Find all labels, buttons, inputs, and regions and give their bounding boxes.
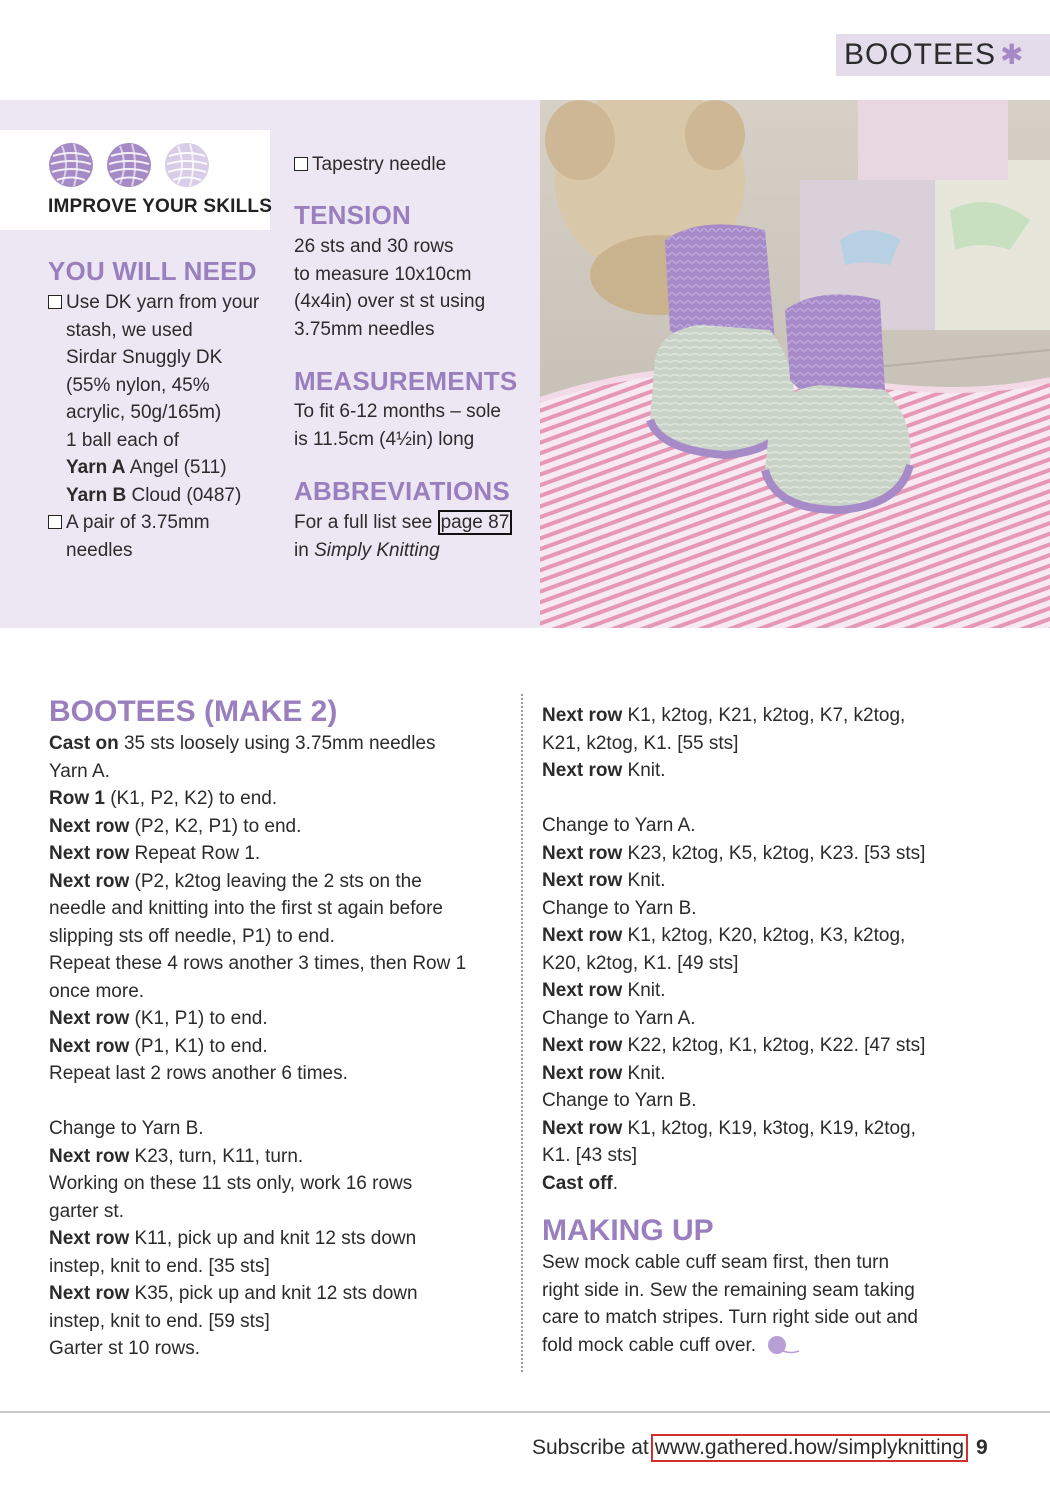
instruction-text: Change to Yarn B.: [542, 1090, 697, 1111]
need-item-tapestry: Tapestry needle: [294, 151, 446, 179]
instruction-text: K20, k2tog, K1. [49 sts]: [542, 952, 739, 974]
instruction-line: [49, 1170, 514, 1198]
instruction-label: Row 1: [49, 788, 105, 809]
instruction-text: needle and knitting into the first st again before: [49, 898, 443, 919]
instruction-line: [49, 1115, 514, 1143]
instruction-line: [49, 1253, 514, 1281]
instruction-text: K1, k2tog, K19, k3tog, K19, k2tog,: [622, 1117, 916, 1139]
instruction-line: [49, 868, 514, 896]
instruction-line: [49, 923, 514, 951]
instruction-text: Change to Yarn A.: [542, 1007, 696, 1029]
instruction-text: Change to Yarn B.: [49, 1118, 204, 1139]
instruction-label: Next row: [49, 1145, 130, 1167]
instruction-text: Repeat last 2 rows another 6 times.: [49, 1063, 348, 1084]
instruction-label: Cast off: [542, 1172, 613, 1194]
instruction-line: [49, 1033, 514, 1061]
measurements-heading: MEASUREMENTS: [294, 366, 518, 396]
instruction-text: instep, knit to end. [59 sts]: [49, 1310, 270, 1332]
instruction-line: [542, 1087, 1012, 1115]
instruction-line: [49, 978, 514, 1006]
measurements-text: To fit 6-12 months – sole is 11.5cm (4½in) long: [294, 401, 501, 450]
instruction-text: (K1, P1) to end.: [129, 1008, 268, 1029]
column-divider: [521, 694, 523, 1374]
instruction-line: [49, 1088, 514, 1116]
checkbox-icon: [48, 515, 62, 529]
instruction-line: [49, 758, 514, 786]
pattern-instructions: [542, 702, 1012, 1197]
instruction-line: [542, 1060, 1012, 1088]
pattern-right-column: [542, 702, 1012, 1359]
instruction-text: Repeat these 4 rows another 3 times, then Row 1: [49, 953, 467, 974]
instruction-line: [542, 950, 1012, 978]
instruction-text: K35, pick up and knit 12 sts down: [129, 1283, 418, 1304]
instruction-text: .: [612, 1172, 619, 1194]
you-will-need-list: [48, 289, 278, 564]
instruction-text: instep, knit to end. [35 sts]: [49, 1255, 270, 1277]
instruction-label: Next row: [49, 1008, 130, 1029]
instruction-line: [49, 785, 514, 813]
making-up-text: Sew mock cable cuff seam first, then turn right side in. Sew the remaining seam taking care to match stripes. Turn right side out and fold mock cable cuff over.: [542, 1252, 918, 1356]
instruction-text: (K1, P2, K2) to end.: [104, 788, 278, 809]
instruction-line: [542, 1115, 1012, 1143]
yarn-ball-icon: [164, 142, 210, 188]
asterisk-icon: ✱: [1000, 39, 1024, 70]
instruction-text: K23, k2tog, K5, k2tog, K23. [53 sts]: [622, 842, 926, 864]
instruction-text: Change to Yarn B.: [542, 897, 697, 919]
instruction-label: Next row: [542, 842, 623, 864]
abbreviations-text: For a full list see page 87 in Simply Knitting: [294, 509, 512, 564]
instruction-label: Next row: [542, 705, 623, 726]
instruction-line: [542, 702, 1012, 730]
instruction-text: Knit.: [622, 760, 666, 781]
instruction-text: Garter st 10 rows.: [49, 1338, 200, 1359]
instruction-text: K21, k2tog, K1. [55 sts]: [542, 732, 739, 754]
tension-text: 26 sts and 30 rows to measure 10x10cm (4x4in) over st st using 3.75mm needles: [294, 236, 486, 340]
instruction-line: [49, 840, 514, 868]
instruction-line: [542, 1032, 1012, 1060]
checkbox-icon: [294, 157, 308, 171]
instruction-text: once more.: [49, 980, 145, 1002]
instruction-text: Change to Yarn A.: [542, 815, 696, 836]
yarn-b-line: Yarn B Cloud (0487): [66, 484, 242, 506]
instruction-label: Next row: [542, 870, 623, 891]
instruction-text: Working on these 11 sts only, work 16 rows: [49, 1173, 413, 1194]
instruction-label: Next row: [542, 980, 623, 1001]
subscribe-text: Subscribe at: [532, 1436, 649, 1459]
you-will-need-heading: YOU WILL NEED: [48, 256, 257, 286]
yarn-ball-icon: [48, 142, 94, 188]
skills-label: IMPROVE YOUR SKILLS: [48, 196, 273, 217]
need-item-needles: A pair of 3.75mm needles: [48, 509, 278, 564]
instruction-line: [49, 1280, 514, 1308]
instruction-line: [49, 730, 514, 758]
instruction-line: [542, 1142, 1012, 1170]
instruction-line: [49, 1198, 514, 1226]
section-title: BOOTEES: [844, 38, 997, 71]
pattern-left-column: [49, 694, 514, 1363]
bootees-heading: BOOTEES (MAKE 2): [49, 695, 338, 728]
instruction-line: [542, 840, 1012, 868]
instruction-label: Next row: [49, 870, 130, 892]
instruction-text: K1, k2tog, K20, k2tog, K3, k2tog,: [622, 925, 906, 946]
abbreviations-heading: ABBREVIATIONS: [294, 476, 510, 506]
pattern-instructions: [49, 730, 514, 1363]
skill-level-rating: [48, 142, 210, 188]
page-link[interactable]: page 87: [438, 510, 513, 535]
instruction-label: Next row: [49, 1228, 130, 1249]
yarn-ball-end-icon: [767, 1335, 801, 1355]
section-tag: [836, 34, 1050, 76]
instruction-line: [542, 977, 1012, 1005]
instruction-line: [49, 1225, 514, 1253]
instruction-label: Next row: [49, 1283, 130, 1304]
instruction-line: [49, 1060, 514, 1088]
instruction-label: Next row: [542, 760, 623, 781]
instruction-label: Next row: [542, 1117, 623, 1139]
instruction-label: Next row: [542, 925, 623, 946]
instruction-text: (P2, K2, P1) to end.: [129, 815, 302, 837]
instruction-text: K11, pick up and knit 12 sts down: [129, 1228, 417, 1249]
instruction-line: [49, 895, 514, 923]
tension-heading: TENSION: [294, 200, 411, 230]
instruction-line: [49, 813, 514, 841]
checkbox-icon: [48, 295, 62, 309]
need-item-yarn: Use DK yarn from your stash, we used Sirdar Snuggly DK (55% nylon, 45% acrylic, 50g/165m) 1 ball each of Yarn A Angel (511) Yarn B Cloud (0487): [48, 289, 278, 509]
page-number: 9: [976, 1436, 988, 1459]
instruction-line: [49, 1005, 514, 1033]
instruction-text: Knit.: [622, 980, 666, 1001]
instruction-text: (P1, K1) to end.: [129, 1035, 268, 1057]
instruction-label: Next row: [49, 1035, 130, 1057]
instruction-label: Next row: [542, 1062, 623, 1084]
instruction-text: 35 sts loosely using 3.75mm needles: [118, 733, 436, 754]
instruction-text: Knit.: [622, 870, 666, 891]
footer: [532, 1434, 988, 1462]
instruction-label: Next row: [542, 1035, 623, 1056]
instruction-line: [542, 922, 1012, 950]
bootees-photo: [540, 100, 1050, 628]
instruction-text: Knit.: [622, 1062, 666, 1084]
instruction-line: [542, 1005, 1012, 1033]
instruction-line: [542, 895, 1012, 923]
yarn-a-line: Yarn A Angel (511): [66, 457, 227, 478]
instruction-line: [49, 1308, 514, 1336]
instruction-line: [49, 1143, 514, 1171]
photo-illustration: [540, 100, 1050, 628]
instruction-text: Yarn A.: [49, 760, 110, 782]
footer-rule: [0, 1411, 1050, 1413]
instruction-text: Repeat Row 1.: [129, 843, 261, 864]
instruction-line: [542, 757, 1012, 785]
instruction-line: [542, 1170, 1012, 1198]
instruction-line: [542, 785, 1012, 813]
instruction-text: (P2, k2tog leaving the 2 sts on the: [129, 870, 422, 892]
making-up-heading: MAKING UP: [542, 1214, 714, 1247]
instruction-label: Next row: [49, 843, 130, 864]
instruction-label: Next row: [49, 815, 130, 837]
instruction-text: garter st.: [49, 1200, 124, 1222]
instruction-label: Cast on: [49, 733, 119, 754]
instruction-line: [542, 730, 1012, 758]
instruction-text: K1. [43 sts]: [542, 1145, 638, 1166]
instruction-text: K1, k2tog, K21, k2tog, K7, k2tog,: [622, 705, 906, 726]
instruction-text: slipping sts off needle, P1) to end.: [49, 925, 335, 947]
instruction-line: [49, 950, 514, 978]
instruction-line: [542, 812, 1012, 840]
instruction-text: K23, turn, K11, turn.: [129, 1145, 304, 1167]
instruction-text: K22, k2tog, K1, k2tog, K22. [47 sts]: [622, 1035, 926, 1056]
subscribe-link[interactable]: www.gathered.how/simplyknitting: [651, 1434, 968, 1462]
instruction-line: [49, 1335, 514, 1363]
instruction-line: [542, 867, 1012, 895]
yarn-ball-icon: [106, 142, 152, 188]
